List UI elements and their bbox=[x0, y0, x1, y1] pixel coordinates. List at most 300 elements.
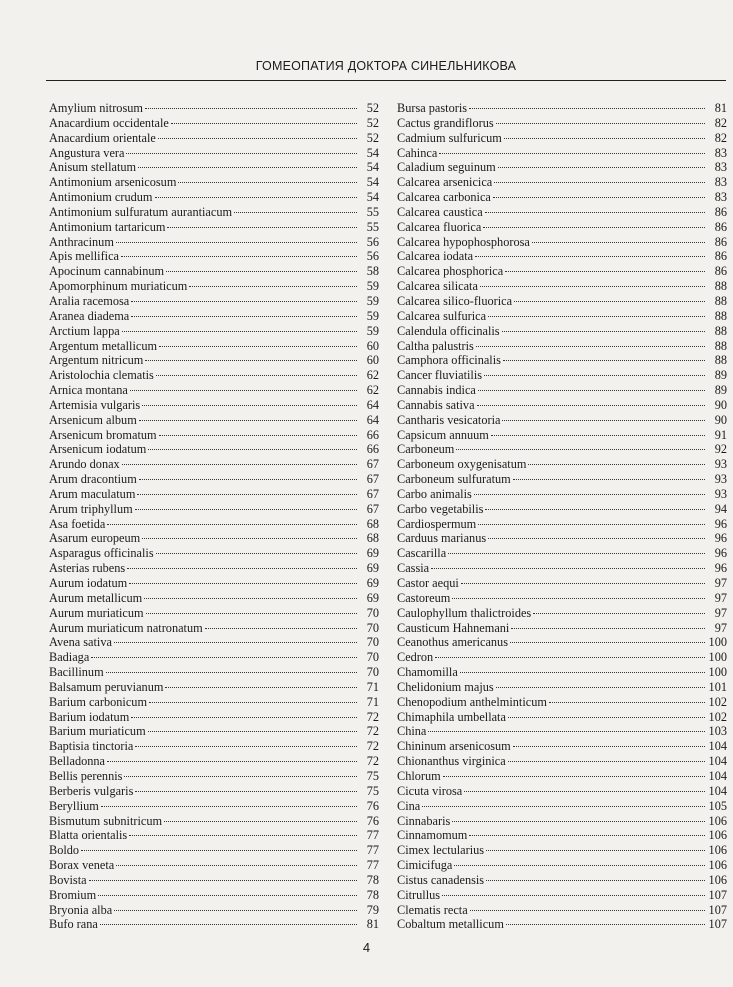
dot-leader bbox=[155, 197, 358, 198]
entry-page: 83 bbox=[714, 160, 727, 175]
dot-leader bbox=[483, 227, 705, 228]
index-entry bbox=[397, 635, 727, 650]
entry-page: 67 bbox=[366, 486, 379, 501]
entry-name: Citrullus bbox=[397, 887, 441, 902]
index-entry bbox=[397, 131, 727, 146]
entry-page: 69 bbox=[366, 590, 379, 605]
entry-page: 72 bbox=[366, 724, 379, 739]
dot-leader bbox=[513, 479, 705, 480]
entry-name: Cahinca bbox=[397, 145, 438, 160]
entry-name: Calcarea carbonica bbox=[397, 190, 491, 205]
entry-page: 77 bbox=[366, 828, 379, 843]
entry-page: 83 bbox=[714, 145, 727, 160]
entry-name: Calcarea fluorica bbox=[397, 219, 482, 234]
index-entry bbox=[397, 606, 727, 621]
entry-page: 105 bbox=[708, 798, 727, 813]
index-entry bbox=[397, 235, 727, 250]
entry-name: Bovista bbox=[49, 872, 87, 887]
index-entry bbox=[397, 339, 727, 354]
index-entry bbox=[49, 858, 379, 873]
index-entry bbox=[49, 264, 379, 279]
entry-name: Arundo donax bbox=[49, 457, 120, 472]
entry-page: 96 bbox=[714, 531, 727, 546]
entry-page: 68 bbox=[366, 516, 379, 531]
entry-name: Arnica montana bbox=[49, 383, 128, 398]
entry-name: Barium muriaticum bbox=[49, 724, 146, 739]
dot-leader bbox=[488, 316, 705, 317]
dot-leader bbox=[122, 331, 357, 332]
entry-name: Camphora officinalis bbox=[397, 353, 501, 368]
entry-page: 93 bbox=[714, 457, 727, 472]
entry-name: Cannabis indica bbox=[397, 383, 476, 398]
dot-leader bbox=[431, 568, 705, 569]
entry-page: 90 bbox=[714, 412, 727, 427]
dot-leader bbox=[485, 212, 705, 213]
dot-leader bbox=[488, 538, 705, 539]
entry-name: Calcarea arsenicica bbox=[397, 175, 493, 190]
entry-name: Arum triphyllum bbox=[49, 501, 133, 516]
entry-page: 88 bbox=[714, 308, 727, 323]
entry-name: Chimaphila umbellata bbox=[397, 709, 506, 724]
dot-leader bbox=[101, 806, 357, 807]
entry-page: 72 bbox=[366, 709, 379, 724]
index-entry bbox=[49, 116, 379, 131]
dot-leader bbox=[470, 910, 705, 911]
entry-name: Cimicifuga bbox=[397, 858, 453, 873]
entry-page: 81 bbox=[714, 101, 727, 115]
dot-leader bbox=[124, 776, 357, 777]
index-entry bbox=[49, 695, 379, 710]
index-entry bbox=[49, 472, 379, 487]
entry-page: 64 bbox=[366, 412, 379, 427]
entry-name: Chamomilla bbox=[397, 665, 458, 680]
entry-page: 104 bbox=[708, 739, 727, 754]
dot-leader bbox=[98, 895, 357, 896]
entry-name: Argentum nitricum bbox=[49, 353, 144, 368]
entry-name: Chlorum bbox=[397, 768, 441, 783]
entry-page: 82 bbox=[714, 115, 727, 130]
entry-page: 106 bbox=[708, 843, 727, 858]
index-column-left bbox=[49, 101, 379, 932]
dot-leader bbox=[475, 256, 705, 257]
dot-leader bbox=[139, 420, 357, 421]
dot-leader bbox=[114, 642, 357, 643]
index-entry bbox=[49, 383, 379, 398]
entry-name: Antimonium tartaricum bbox=[49, 219, 166, 234]
dot-leader bbox=[129, 583, 357, 584]
entry-page: 83 bbox=[714, 190, 727, 205]
dot-leader bbox=[178, 182, 357, 183]
dot-leader bbox=[460, 672, 705, 673]
dot-leader bbox=[159, 346, 357, 347]
entry-page: 77 bbox=[366, 843, 379, 858]
page-number: 4 bbox=[362, 940, 371, 955]
entry-name: Castor aequi bbox=[397, 576, 459, 590]
index-entry bbox=[397, 873, 727, 888]
entry-page: 76 bbox=[366, 798, 379, 813]
entry-page: 68 bbox=[366, 531, 379, 546]
entry-name: Anthracinum bbox=[49, 234, 114, 249]
index-entry bbox=[49, 175, 379, 190]
index-entry bbox=[49, 724, 379, 739]
dot-leader bbox=[139, 479, 357, 480]
index-entry bbox=[49, 146, 379, 161]
dot-leader bbox=[135, 509, 357, 510]
entry-name: Aurum muriaticum bbox=[49, 605, 144, 620]
entry-page: 86 bbox=[714, 234, 727, 249]
entry-page: 100 bbox=[708, 650, 727, 665]
index-entry bbox=[397, 264, 727, 279]
entry-name: Caltha palustris bbox=[397, 338, 474, 353]
index-entry bbox=[397, 784, 727, 799]
entry-page: 54 bbox=[366, 175, 379, 190]
header-rule bbox=[46, 80, 726, 81]
entry-name: Blatta orientalis bbox=[49, 828, 128, 843]
dot-leader bbox=[107, 524, 357, 525]
dot-leader bbox=[158, 138, 357, 139]
entry-page: 104 bbox=[708, 783, 727, 798]
index-entry bbox=[397, 249, 727, 264]
index-entry bbox=[49, 650, 379, 665]
dot-leader bbox=[484, 375, 705, 376]
entry-name: Apis mellifica bbox=[49, 249, 120, 264]
dot-leader bbox=[485, 509, 705, 510]
index-entry bbox=[397, 799, 727, 814]
index-entry bbox=[49, 324, 379, 339]
entry-name: Causticum Hahnemani bbox=[397, 620, 510, 635]
index-entry bbox=[49, 279, 379, 294]
entry-name: China bbox=[397, 724, 427, 739]
entry-name: Apocinum cannabinum bbox=[49, 264, 165, 279]
dot-leader bbox=[91, 657, 357, 658]
entry-name: Belladonna bbox=[49, 754, 106, 769]
entry-page: 93 bbox=[714, 472, 727, 487]
entry-page: 64 bbox=[366, 397, 379, 412]
entry-page: 62 bbox=[366, 368, 379, 383]
entry-page: 90 bbox=[714, 397, 727, 412]
entry-name: Cantharis vesicatoria bbox=[397, 412, 501, 427]
index-entry bbox=[397, 175, 727, 190]
entry-page: 72 bbox=[366, 739, 379, 754]
entry-name: Arsenicum album bbox=[49, 412, 137, 427]
entry-name: Bacillinum bbox=[49, 665, 104, 680]
entry-name: Cactus grandiflorus bbox=[397, 115, 494, 130]
entry-page: 67 bbox=[366, 457, 379, 472]
index-entry bbox=[397, 814, 727, 829]
entry-name: Antimonium crudum bbox=[49, 190, 153, 205]
index-entry bbox=[49, 442, 379, 457]
entry-page: 58 bbox=[366, 264, 379, 279]
index-entry bbox=[397, 324, 727, 339]
entry-name: Baptisia tinctoria bbox=[49, 739, 134, 754]
entry-name: Cedron bbox=[397, 650, 434, 665]
entry-name: Borax veneta bbox=[49, 858, 115, 873]
entry-name: Bursa pastoris bbox=[397, 101, 468, 115]
entry-name: Ceanothus americanus bbox=[397, 635, 508, 650]
index-entry bbox=[49, 235, 379, 250]
index-entry bbox=[397, 398, 727, 413]
entry-name: Calcarea sulfurica bbox=[397, 308, 487, 323]
index-entry bbox=[49, 309, 379, 324]
dot-leader bbox=[478, 524, 705, 525]
dot-leader bbox=[205, 628, 357, 629]
index-entry bbox=[49, 591, 379, 606]
entry-name: Cinnamomum bbox=[397, 828, 468, 843]
dot-leader bbox=[422, 806, 705, 807]
index-entry bbox=[397, 368, 727, 383]
index-entry bbox=[49, 205, 379, 220]
dot-leader bbox=[506, 924, 705, 925]
entry-name: Cancer fluviatilis bbox=[397, 368, 483, 383]
entry-page: 94 bbox=[714, 501, 727, 516]
entry-name: Cobaltum metallicum bbox=[397, 917, 504, 932]
dot-leader bbox=[435, 657, 705, 658]
dot-leader bbox=[494, 182, 705, 183]
entry-name: Aurum muriaticum natronatum bbox=[49, 620, 203, 635]
dot-leader bbox=[148, 731, 357, 732]
entry-page: 52 bbox=[366, 130, 379, 145]
entry-name: Asa foetida bbox=[49, 516, 106, 531]
entry-page: 54 bbox=[366, 190, 379, 205]
entry-name: Asarum europeum bbox=[49, 531, 141, 546]
dot-leader bbox=[131, 717, 357, 718]
index-entry bbox=[397, 531, 727, 546]
entry-page: 97 bbox=[714, 620, 727, 635]
index-entry bbox=[49, 635, 379, 650]
entry-page: 60 bbox=[366, 338, 379, 353]
index-entry bbox=[49, 843, 379, 858]
dot-leader bbox=[478, 390, 705, 391]
index-entry bbox=[397, 353, 727, 368]
entry-name: Angustura vera bbox=[49, 145, 125, 160]
index-entry bbox=[397, 116, 727, 131]
dot-leader bbox=[167, 227, 357, 228]
entry-name: Cina bbox=[397, 798, 421, 813]
entry-page: 107 bbox=[708, 887, 727, 902]
entry-name: Chenopodium anthelminticum bbox=[397, 694, 547, 709]
entry-name: Aurum metallicum bbox=[49, 590, 143, 605]
dot-leader bbox=[549, 702, 705, 703]
index-entry bbox=[397, 888, 727, 903]
index-column-right bbox=[397, 101, 727, 932]
entry-name: Bufo rana bbox=[49, 917, 98, 932]
dot-leader bbox=[116, 865, 357, 866]
entry-name: Bryonia alba bbox=[49, 902, 113, 917]
entry-page: 86 bbox=[714, 264, 727, 279]
index-entry bbox=[397, 621, 727, 636]
entry-name: Boldo bbox=[49, 843, 80, 858]
index-entry bbox=[49, 160, 379, 175]
index-entry bbox=[49, 546, 379, 561]
entry-page: 56 bbox=[366, 249, 379, 264]
dot-leader bbox=[106, 672, 357, 673]
dot-leader bbox=[131, 316, 357, 317]
entry-name: Arum dracontium bbox=[49, 472, 137, 487]
dot-leader bbox=[528, 464, 705, 465]
entry-name: Antimonium sulfuratum aurantiacum bbox=[49, 204, 233, 219]
index-entry bbox=[397, 487, 727, 502]
index-entry bbox=[49, 680, 379, 695]
index-entry bbox=[397, 561, 727, 576]
entry-page: 88 bbox=[714, 293, 727, 308]
dot-leader bbox=[514, 301, 705, 302]
index-entry bbox=[397, 680, 727, 695]
index-entry bbox=[397, 650, 727, 665]
entry-name: Asparagus officinalis bbox=[49, 546, 154, 561]
dot-leader bbox=[144, 598, 357, 599]
entry-page: 107 bbox=[708, 902, 727, 917]
dot-leader bbox=[121, 256, 357, 257]
index-entry bbox=[397, 903, 727, 918]
index-entry bbox=[397, 294, 727, 309]
entry-name: Asterias rubens bbox=[49, 561, 126, 576]
index-entry bbox=[49, 754, 379, 769]
entry-name: Apomorphinum muriaticum bbox=[49, 279, 188, 294]
entry-page: 101 bbox=[708, 679, 727, 694]
dot-leader bbox=[164, 821, 357, 822]
entry-name: Chelidonium majus bbox=[397, 679, 494, 694]
entry-name: Cannabis sativa bbox=[397, 397, 475, 412]
entry-name: Aralia racemosa bbox=[49, 293, 130, 308]
entry-name: Cistus canadensis bbox=[397, 872, 485, 887]
dot-leader bbox=[504, 138, 705, 139]
index-entry bbox=[397, 220, 727, 235]
entry-name: Calendula officinalis bbox=[397, 323, 500, 338]
index-entry bbox=[49, 353, 379, 368]
index-entry bbox=[397, 517, 727, 532]
dot-leader bbox=[116, 242, 357, 243]
index-entry bbox=[397, 442, 727, 457]
entry-name: Anisum stellatum bbox=[49, 160, 137, 175]
entry-page: 67 bbox=[366, 501, 379, 516]
entry-name: Bellis perennis bbox=[49, 768, 123, 783]
index-entry bbox=[49, 561, 379, 576]
entry-name: Carduus marianus bbox=[397, 531, 487, 546]
index-entry bbox=[49, 294, 379, 309]
index-entry bbox=[49, 917, 379, 932]
entry-page: 106 bbox=[708, 872, 727, 887]
entry-page: 62 bbox=[366, 383, 379, 398]
entry-page: 88 bbox=[714, 323, 727, 338]
dot-leader bbox=[498, 167, 705, 168]
index-entry bbox=[49, 368, 379, 383]
entry-page: 67 bbox=[366, 472, 379, 487]
dot-leader bbox=[428, 731, 705, 732]
entry-page: 78 bbox=[366, 872, 379, 887]
dot-leader bbox=[107, 761, 357, 762]
entry-page: 107 bbox=[708, 917, 727, 932]
dot-leader bbox=[461, 583, 705, 584]
dot-leader bbox=[452, 598, 705, 599]
entry-page: 97 bbox=[714, 605, 727, 620]
dot-leader bbox=[480, 286, 705, 287]
index-entry bbox=[49, 428, 379, 443]
entry-page: 75 bbox=[366, 783, 379, 798]
entry-page: 91 bbox=[714, 427, 727, 442]
entry-page: 96 bbox=[714, 546, 727, 561]
entry-name: Castoreum bbox=[397, 590, 451, 605]
dot-leader bbox=[189, 286, 357, 287]
entry-name: Arctium lappa bbox=[49, 323, 120, 338]
entry-name: Avena sativa bbox=[49, 635, 112, 650]
entry-name: Cicuta virosa bbox=[397, 783, 463, 798]
index-entry bbox=[397, 754, 727, 769]
entry-page: 88 bbox=[714, 279, 727, 294]
entry-page: 77 bbox=[366, 858, 379, 873]
entry-name: Cascarilla bbox=[397, 546, 447, 561]
dot-leader bbox=[505, 271, 705, 272]
entry-page: 76 bbox=[366, 813, 379, 828]
dot-leader bbox=[513, 746, 705, 747]
dot-leader bbox=[533, 613, 705, 614]
entry-page: 97 bbox=[714, 590, 727, 605]
index-entry bbox=[49, 339, 379, 354]
dot-leader bbox=[100, 924, 357, 925]
entry-page: 55 bbox=[366, 219, 379, 234]
index-entry bbox=[397, 828, 727, 843]
entry-name: Cimex lectularius bbox=[397, 843, 485, 858]
entry-name: Caladium seguinum bbox=[397, 160, 496, 175]
dot-leader bbox=[149, 702, 357, 703]
index-entry bbox=[49, 487, 379, 502]
entry-page: 102 bbox=[708, 694, 727, 709]
dot-leader bbox=[503, 360, 705, 361]
dot-leader bbox=[142, 538, 357, 539]
entry-page: 72 bbox=[366, 754, 379, 769]
dot-leader bbox=[508, 717, 705, 718]
page-header-title: ГОМЕОПАТИЯ ДОКТОРА СИНЕЛЬНИКОВА bbox=[255, 59, 517, 73]
entry-name: Carbo vegetabilis bbox=[397, 501, 484, 516]
entry-page: 59 bbox=[366, 323, 379, 338]
entry-page: 103 bbox=[708, 724, 727, 739]
index-entry bbox=[397, 160, 727, 175]
entry-name: Carboneum sulfuratum bbox=[397, 472, 511, 487]
dot-leader bbox=[159, 435, 357, 436]
index-entry bbox=[397, 665, 727, 680]
entry-name: Aristolochia clematis bbox=[49, 368, 154, 383]
dot-leader bbox=[439, 153, 705, 154]
entry-name: Argentum metallicum bbox=[49, 338, 158, 353]
dot-leader bbox=[469, 835, 705, 836]
entry-page: 69 bbox=[366, 576, 379, 590]
dot-leader bbox=[138, 167, 357, 168]
entry-page: 70 bbox=[366, 665, 379, 680]
index-entry bbox=[49, 502, 379, 517]
index-entry bbox=[397, 917, 727, 932]
index-entry bbox=[397, 576, 727, 591]
index-entry bbox=[397, 472, 727, 487]
dot-leader bbox=[510, 642, 705, 643]
entry-name: Caulophyllum thalictroides bbox=[397, 605, 532, 620]
dot-leader bbox=[146, 613, 357, 614]
entry-page: 59 bbox=[366, 308, 379, 323]
entry-page: 89 bbox=[714, 368, 727, 383]
entry-name: Calcarea iodata bbox=[397, 249, 474, 264]
entry-page: 56 bbox=[366, 234, 379, 249]
entry-name: Cassia bbox=[397, 561, 430, 576]
index-entry bbox=[49, 873, 379, 888]
dot-leader bbox=[130, 390, 357, 391]
index-entry bbox=[397, 591, 727, 606]
entry-name: Capsicum annuum bbox=[397, 427, 489, 442]
entry-page: 75 bbox=[366, 768, 379, 783]
entry-name: Calcarea hypophosphorosa bbox=[397, 234, 530, 249]
index-entry bbox=[397, 502, 727, 517]
entry-page: 69 bbox=[366, 546, 379, 561]
index-entry bbox=[397, 101, 727, 116]
entry-page: 52 bbox=[366, 115, 379, 130]
index-entry bbox=[49, 531, 379, 546]
